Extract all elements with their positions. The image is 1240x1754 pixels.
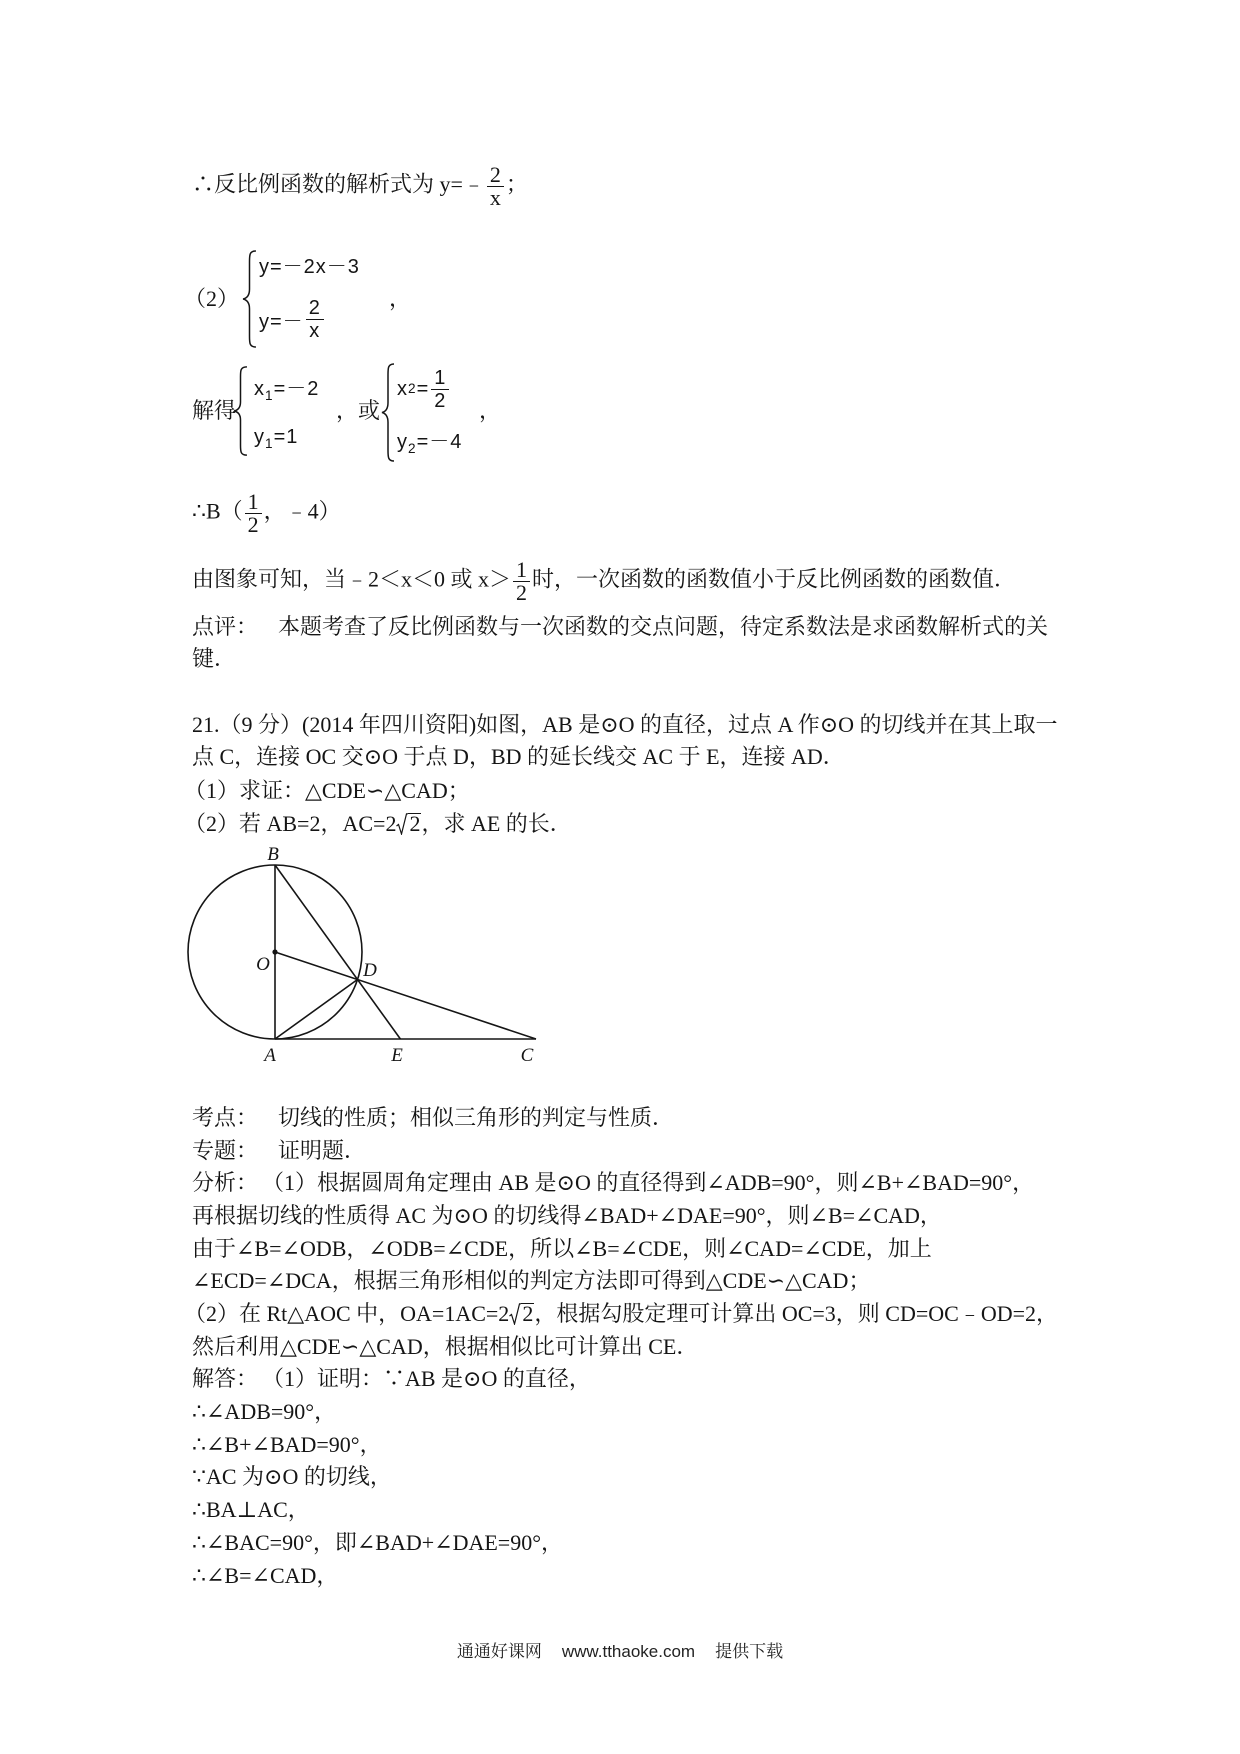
solution-text: ∴∠B+∠BAD=90°， (192, 1432, 382, 1457)
conclusion-line (192, 557, 1017, 605)
radicand: 2 (522, 1301, 534, 1326)
analysis-line (184, 1298, 1058, 1330)
solution-text: （1）证明：∵AB 是⊙O 的直径， (262, 1366, 591, 1391)
analysis-text: （1）根据圆周角定理由 AB 是⊙O 的直径得到∠ADB=90°，则∠B+∠BAD=90°， (262, 1170, 1035, 1195)
footer-suffix: 提供下载 (715, 1642, 784, 1661)
analysis-line (192, 1167, 1034, 1199)
fraction-denominator: 2 (247, 512, 259, 537)
center-point-o (272, 949, 277, 954)
left-brace-icon (381, 363, 395, 462)
footer-url: www.tthaoke.com (561, 1642, 696, 1661)
question-21-stem-continued (192, 741, 845, 773)
solution-line (192, 1527, 563, 1559)
variable: x (254, 378, 265, 400)
question-21-stem (192, 709, 1058, 741)
fraction-denominator: x (309, 319, 321, 342)
equation-row-2 (259, 294, 326, 344)
variable: x (397, 377, 408, 400)
analysis-line (192, 1200, 942, 1232)
solution-line (192, 1560, 338, 1592)
subscript: 1 (265, 387, 274, 403)
line-text: ∴反比例函数的解析式为 y=﹣ (192, 171, 485, 197)
fraction-numerator: 1 (513, 559, 530, 582)
subscript: 2 (408, 440, 417, 456)
fraction (431, 367, 449, 412)
fraction (513, 559, 530, 604)
solution-line (192, 1429, 382, 1461)
analysis-text-end: ，根据勾股定理可计算出 OC=3，则 CD=OC﹣OD=2， (534, 1301, 1058, 1326)
knowledge-point-text: 切线的性质；相似三角形的判定与性质． (278, 1105, 675, 1130)
segment-ad (275, 980, 358, 1040)
subscript: 1 (265, 435, 274, 451)
footer-site-name: 通通好课网 (456, 1642, 542, 1661)
page-footer (0, 1638, 1240, 1666)
fraction (245, 491, 262, 536)
equation-system-2 (184, 246, 414, 352)
analysis-text: 再根据切线的性质得 AC 为⊙O 的切线得∠BAD+∠DAE=90°，则∠B=∠CAD， (192, 1203, 942, 1228)
fraction-denominator: 2 (434, 389, 447, 412)
solutions-label: 解得 (192, 398, 237, 423)
square-root (396, 813, 421, 835)
solution-1-x (254, 373, 319, 405)
left-brace-icon (233, 366, 248, 456)
fraction-numerator: 1 (431, 367, 449, 390)
label-a: A (264, 1045, 276, 1066)
analysis-text: （2）在 Rt△AOC 中，OA=1AC=2 (184, 1301, 510, 1326)
analysis-text: ∠ECD=∠DCA，根据三角形相似的判定方法即可得到△CDE∽△CAD； (192, 1268, 871, 1293)
analysis-line (192, 1233, 932, 1265)
question-text: （1）求证：△CDE∽△CAD； (184, 778, 470, 803)
comment-line-continued (192, 643, 236, 675)
fraction (487, 164, 504, 209)
topic-label: 专题： (192, 1138, 259, 1163)
square-root (509, 1303, 534, 1325)
knowledge-point-label: 考点： (192, 1105, 259, 1130)
solution-line (192, 1363, 591, 1395)
variable: y (397, 431, 408, 453)
label-d: D (363, 960, 377, 981)
question-21-part-2 (184, 808, 572, 840)
solution-label: 解答： (192, 1366, 259, 1391)
fraction-denominator: x (489, 185, 501, 210)
analysis-text: 然后利用△CDE∽△CAD，根据相似比可计算出 CE． (192, 1334, 699, 1359)
comment-text: 键． (192, 646, 237, 671)
analysis-label: 分析： (192, 1170, 259, 1195)
equation-row-1: y=－2x－3 (259, 256, 360, 278)
analysis-line (192, 1265, 870, 1297)
point-b-line (192, 489, 341, 537)
label-c: C (520, 1045, 534, 1066)
segment-oc (275, 952, 536, 1039)
value: =－4 (416, 431, 463, 453)
comment-text: 本题考查了反比例函数与一次函数的交点问题，待定系数法是求函数解析式的关 (278, 614, 1049, 639)
question-text: 21.（9 分）(2014 年四川资阳)如图，AB 是⊙O 的直径，过点 A 作⊙O 的切线并在其上取一 (192, 712, 1058, 737)
topic-line (192, 1135, 366, 1167)
value: =－2 (273, 378, 320, 400)
solution-text: ∴∠ADB=90°， (192, 1399, 337, 1424)
part-label: （2） (184, 286, 240, 311)
solutions-end-comma: ， (479, 398, 502, 423)
value: =1 (273, 426, 299, 448)
solution-text: ∴BA⊥AC， (192, 1497, 310, 1522)
fraction-numerator: 2 (306, 297, 324, 320)
or-connector: ，或 (336, 398, 381, 423)
line-end: ，﹣4） (263, 498, 341, 524)
left-brace-icon (242, 250, 257, 348)
comment-label: 点评： (192, 614, 259, 639)
radical-sign-icon (396, 813, 408, 835)
question-text-end: ，求 AE 的长． (421, 811, 572, 836)
line-text: 由图象可知，当﹣2＜x＜0 或 x＞ (192, 566, 512, 592)
question-text: 点 C，连接 OC 交⊙O 于点 D，BD 的延长线交 AC 于 E，连接 AD． (192, 744, 845, 769)
line-text: ∴B（ (192, 498, 243, 524)
inverse-function-result-line (192, 162, 528, 210)
system-end-comma: ， (389, 286, 412, 311)
solution-1-y (254, 421, 298, 453)
label-b: B (267, 844, 279, 865)
equation-lhs: y=－ (259, 310, 304, 333)
label-o: O (256, 954, 270, 975)
solution-text: ∴∠B=∠CAD， (192, 1563, 339, 1588)
solution-line (192, 1494, 310, 1526)
solution-2-x: x 2 = $\frac{1}{2}$ (397, 364, 451, 414)
solution-text: ∴∠BAC=90°，即∠BAD+∠DAE=90°， (192, 1530, 564, 1555)
comment-line (192, 611, 1048, 643)
analysis-line (192, 1331, 698, 1363)
line-end: ； (505, 171, 528, 197)
question-text: （2）若 AB=2，AC=2 (184, 811, 397, 836)
radicand: 2 (409, 811, 421, 836)
geometry-figure (180, 840, 560, 1075)
equals: = (416, 377, 430, 400)
fraction (306, 297, 324, 342)
radical-sign-icon (509, 1303, 521, 1325)
fraction-numerator: 1 (245, 491, 262, 514)
fraction-denominator: 2 (516, 580, 528, 605)
solution-text: ∵AC 为⊙O 的切线， (192, 1464, 392, 1489)
solution-2-y (397, 426, 462, 458)
variable: y (254, 426, 265, 448)
knowledge-point-line (192, 1102, 674, 1134)
solution-line (192, 1461, 392, 1493)
topic-text: 证明题． (278, 1138, 367, 1163)
fraction-numerator: 2 (487, 164, 504, 187)
solution-line (192, 1396, 336, 1428)
analysis-text: 由于∠B=∠ODB，∠ODB=∠CDE，所以∠B=∠CDE，则∠CAD=∠CDE，加上 (192, 1236, 932, 1261)
question-21-part-1 (184, 775, 470, 807)
line-end: 时，一次函数的函数值小于反比例函数的函数值． (532, 566, 1017, 592)
label-e: E (391, 1045, 403, 1066)
solutions-block (192, 360, 502, 466)
